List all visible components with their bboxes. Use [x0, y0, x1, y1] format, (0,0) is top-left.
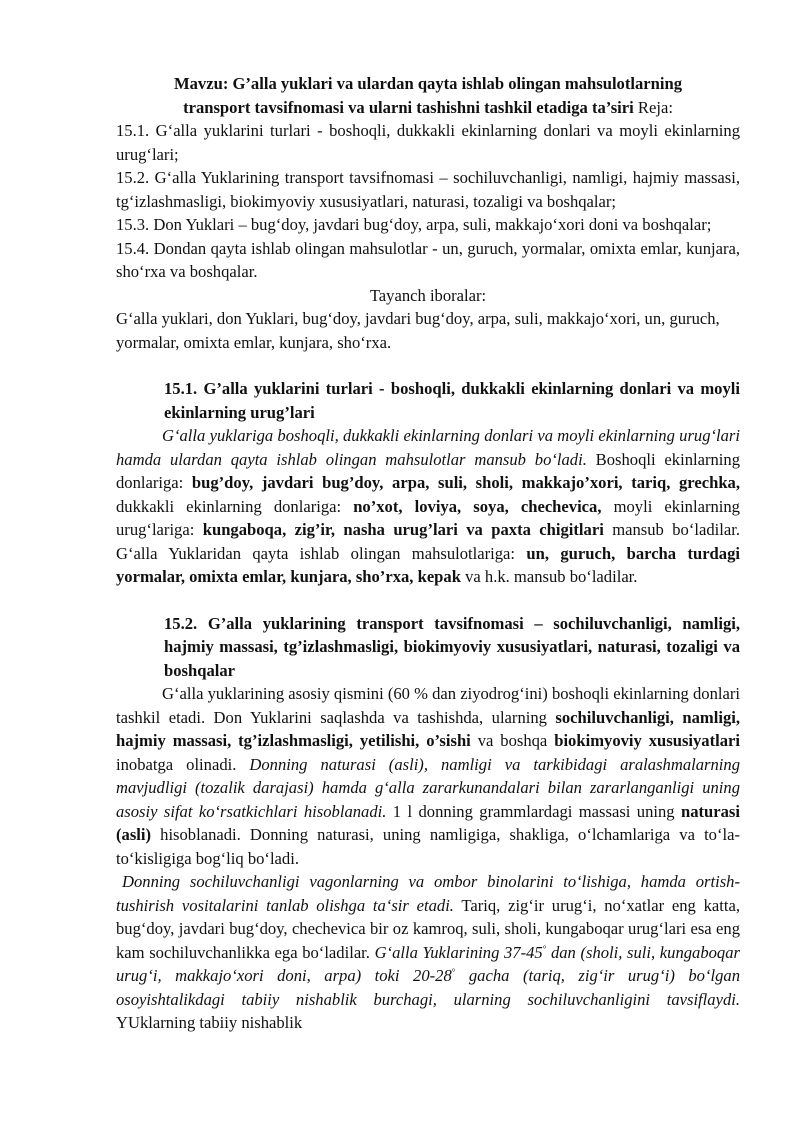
bold-term: sochiluvchanligi, namligi, hajmiy massasi, tg’izlashmasligi, yetilishi, o’sishi	[116, 707, 740, 750]
degree-sign: °	[451, 967, 456, 977]
italic-text: dan (sholi, suli, kungaboqar urug‘i, makkajo‘xori doni, arpa) toki 20-28	[116, 942, 740, 985]
reja-label: Reja:	[633, 97, 673, 117]
bold-term: bug’doy, javdari bug’doy, arpa, suli, sholi, makkajo’xori, tariq, grechka,	[191, 473, 740, 492]
section-2-heading: 15.2. G’alla yuklarining transport tavsifnomasi – sochiluvchanligi, namligi, hajmiy massasi, tg’izlashmasligi, biokimyoviy xususiyatlari, naturasi, tozaligi va boshqalar	[164, 613, 740, 680]
text-run: moyli ekinlarning urug‘lariga:	[116, 496, 740, 539]
bold-term: kungaboqa, zig’ir, nasha urug’lari va paxta chigitlari	[202, 520, 604, 539]
section-1-paragraph	[116, 424, 740, 589]
text-run: mansub bo‘ladilar. G‘alla Yuklaridan qayta ishlab olingan mahsulotlariga:	[116, 520, 740, 563]
text-run: va h.k. mansub bo‘ladilar.	[460, 567, 638, 586]
bold-term: no’xot, loviya, soya, chechevica,	[353, 496, 602, 516]
text-run: hisoblanadi. Donning naturasi, uning namligiga, shakliga, o‘lchamlariga va to‘la-to‘kisligiga bog‘liq bo‘ladi.	[116, 825, 740, 868]
text-run: 1 l donning grammlardagi massasi uning	[386, 801, 681, 821]
document-page	[116, 72, 740, 1035]
plan-item-4: 15.4. Dondan qayta ishlab olingan mahsulotlar - un, guruch, yormalar, omixta emlar, kunjara, sho‘rxa va boshqalar.	[116, 238, 740, 281]
degree-sign: °	[542, 943, 547, 954]
bold-term: biokimyoviy xususiyatlari	[554, 731, 741, 750]
text-run: Tariq, zig‘ir urug‘i, no‘xatlar eng katta, bug‘doy, javdari bug‘doy, chechevica bir oz kamroq, suli, sholi, kungaboqar urug‘lari esa eng kam sochiluvchanlikka ega bo‘ladilar.	[116, 895, 740, 962]
section-2-paragraph-2	[116, 870, 740, 1035]
plan-item-3: 15.3. Don Yuklari – bug‘doy, javdari bug‘doy, arpa, suli, makkajo‘xori doni va boshqalar;	[116, 215, 712, 234]
bold-term: naturasi (asli)	[116, 801, 740, 844]
keywords-heading: Tayanch iboralar:	[369, 285, 487, 305]
keywords-text: G‘alla yuklari, don Yuklari, bug‘doy, javdari bug‘doy, arpa, suli, makkajo‘xori, un, guruch, yormalar, omixta emlar, kunjara, sho‘rxa.	[116, 309, 720, 352]
plan-item-1: 15.1. G‘alla yuklarini turlari - boshoqli, dukkakli ekinlarning donlari va moyli ekinlarning urug‘lari;	[116, 121, 740, 164]
section-1-heading: 15.1. G’alla yuklarini turlari - boshoqli, dukkakli ekinlarning donlari va moyli ekinlarning urug’lari	[164, 379, 740, 422]
text-run: va boshqa	[470, 731, 555, 750]
italic-text: gacha (tariq, zig‘ir urug‘i) bo‘lgan osoyishtalikdagi tabiiy nishablik burchagi, ularning sochiluvchanligini tavsiflaydi.	[116, 966, 740, 1009]
text-run: dukkakli ekinlarning donlariga:	[116, 496, 354, 516]
plan-item-2: 15.2. G‘alla Yuklarining transport tavsifnomasi – sochiluvchanligi, namligi, hajmiy massasi, tg‘izlashmasligi, biokimyoviy xususiyatlari, naturasi, tozaligi va boshqalar;	[116, 168, 740, 211]
section-2-paragraph-1	[116, 682, 740, 870]
spacer	[116, 589, 740, 612]
italic-text: G‘alla yuklariga boshoqli, dukkakli ekinlarning donlari va moyli ekinlarning urug‘lari hamda ulardan qayta ishlab olingan mahsulotlar mansub bo‘ladi.	[116, 426, 740, 469]
text-run: G‘alla yuklarining asosiy qismini (60 % dan ziyodrog‘ini) boshoqli ekinlarning donlari tashkil etadi. Don Yuklarini saqlashda va tashishda, ularning	[116, 684, 740, 727]
document-title	[116, 72, 740, 119]
text-run: inobatga olinadi.	[116, 754, 250, 774]
italic-text: G‘alla Yuklarining 37-45	[374, 942, 543, 962]
text-run: Boshoqli ekinlarning donlariga:	[116, 449, 740, 492]
bold-term: un, guruch, barcha turdagi yormalar, omixta emlar, kunjara, sho’rxa, kepak	[116, 543, 740, 586]
title-line-2: transport tavsifnomasi va ularni tashishni tashkil etadiga ta’siri	[183, 97, 634, 117]
italic-text: Donning sochiluvchanligi vagonlarning va ombor binolarini to‘lishiga, hamda ortish-tushirish vositalarini tanlab olishga ta‘sir etadi.	[116, 872, 740, 915]
spacer	[116, 354, 740, 377]
italic-text: Donning naturasi (asli), namligi va tarkibidagi aralashmalarning mavjudligi (tozalik darajasi) hamda g‘alla zararkunandalari bilan zararlanganligi uning asosiy sifat ko‘rsatkichlari hisoblanadi.	[116, 754, 740, 821]
text-run: YUklarning tabiiy nishablik	[116, 1013, 303, 1032]
title-line-1: Mavzu: G’alla yuklari va ulardan qayta ishlab olingan mahsulotlarning	[173, 74, 683, 93]
